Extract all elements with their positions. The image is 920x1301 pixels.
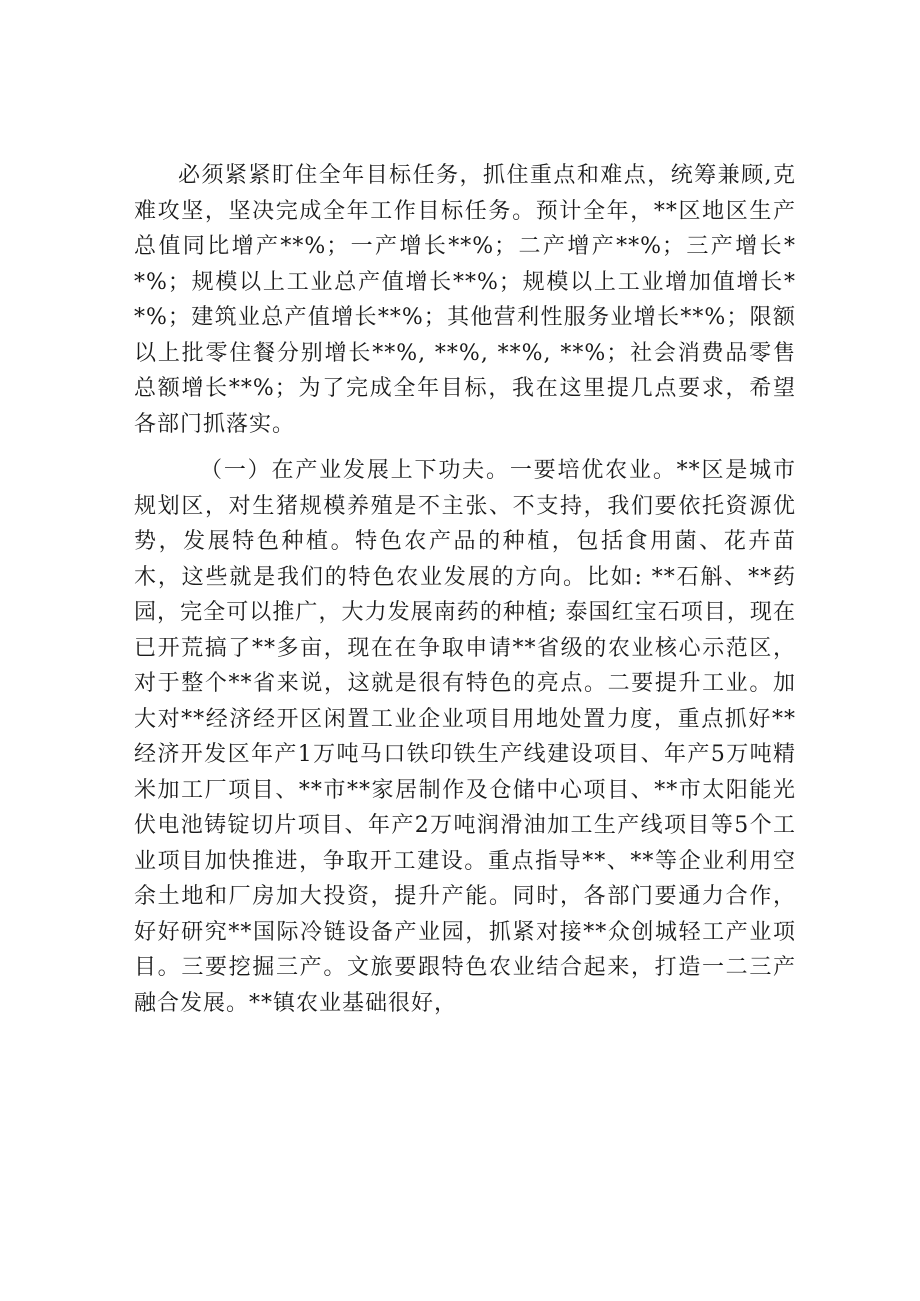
paragraph-industry-development: （一）在产业发展上下功夫。一要培优农业。**区是城市规划区，对生猪规模养殖是不主张、不支持，我们要依托资源优势，发展特色种植。特色农产品的种植，包括食用菌、花卉苗木，这些就是我们的特色农业发展的方向。比如: **石斛、**药园，完全可以推广，大力发展南药的种植; 泰国红宝石项目，现在已开荒搞了**多亩，现在在争取申请**省级的农业核心示范区，对于整个**省来说，这就是很有特色的亮点。二要提升工业。加大对**经济经开区闲置工业企业项目用地处置力度，重点抓好**经济开发区年产1万吨马口铁印铁生产线建设项目、年产5万吨精米加工厂项目、**市**家居制作及仓储中心项目、**市太阳能光伏电池铸锭切片项目、年产2万吨润滑油加工生产线项目等5个工业项目加快推进，争取开工建设。重点指导**、**等企业利用空余土地和厂房加大投资，提升产能。同时，各部门要通力合作，好好研究**国际冷链设备产业园，抓紧对接**众创城轻工产业项目。三要挖掘三产。文旅要跟特色农业结合起来，打造一二三产融合发展。**镇农业基础很好， [134, 458, 796, 1016]
body-text [134, 158, 796, 1021]
paragraph-annual-targets: 必须紧紧盯住全年目标任务，抓住重点和难点，统筹兼顾,克难攻坚，坚决完成全年工作目标任务。预计全年，**区地区生产总值同比增产**%；一产增长**%；二产增产**%；三产增长**%；规模以上工业总产值增长**%；规模以上工业增加值增长**%；建筑业总产值增长**%；其他营利性服务业增长**%；限额以上批零住餐分别增长**%, **%, **%, **%；社会消费品零售总额增长**%；为了完成全年目标，我在这里提几点要求，希望各部门抓落实。 [134, 163, 796, 437]
